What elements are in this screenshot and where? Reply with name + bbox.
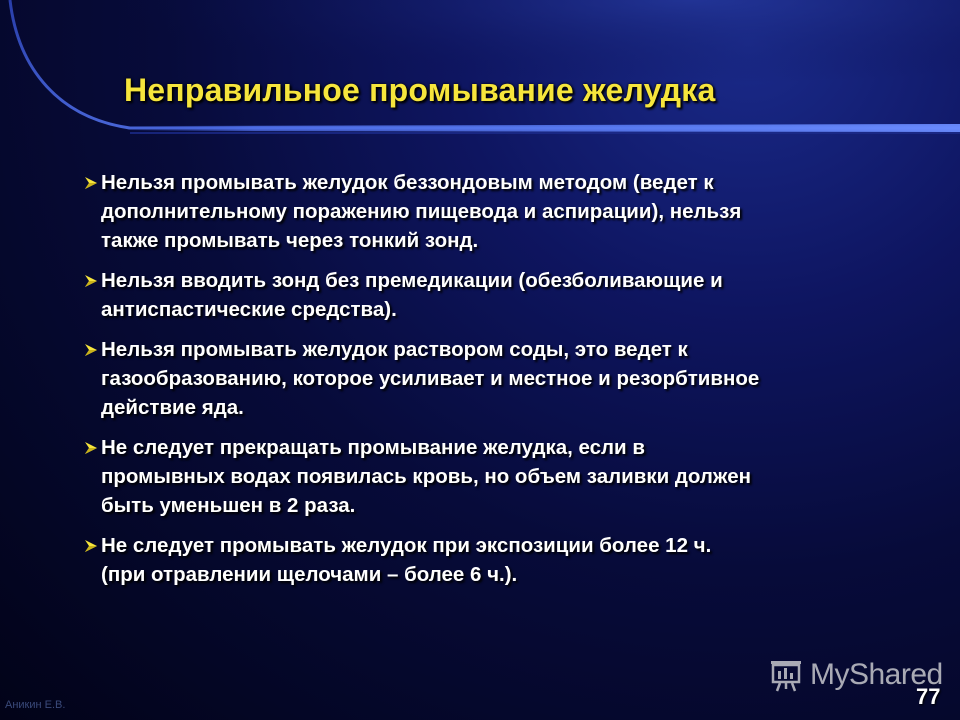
presentation-board-icon bbox=[768, 657, 804, 693]
page-title: Неправильное промывание желудка bbox=[124, 72, 716, 108]
arrow-bullet-icon bbox=[84, 344, 98, 356]
list-item-text: Не следует прекращать промывание желудка, если в промывных водах появилась кровь, но объем заливки должен быть уменьшен в 2 раза. bbox=[101, 436, 751, 517]
page-number: 77 bbox=[916, 684, 941, 709]
list-item bbox=[82, 168, 902, 255]
list-item bbox=[82, 433, 902, 520]
author-footer: Аникин Е.В. bbox=[5, 699, 66, 711]
list-item-text: Нельзя промывать желудок беззондовым методом (ведет к дополнительному поражению пищевода и аспирации), нельзя также промывать через тонкий зонд. bbox=[101, 171, 742, 252]
arrow-bullet-icon bbox=[84, 177, 98, 189]
arrow-bullet-icon bbox=[84, 442, 98, 454]
arrow-bullet-icon bbox=[84, 275, 98, 287]
watermark-label: MyShared bbox=[810, 658, 943, 691]
list-item-text: Нельзя промывать желудок раствором соды, это ведет к газообразованию, которое усиливает и местное и резорбтивное действие яда. bbox=[101, 338, 760, 419]
list-item-text: Не следует промывать желудок при экспозиции более 12 ч. (при отравлении щелочами – более 6 ч.). bbox=[101, 534, 712, 586]
list-item bbox=[82, 266, 902, 324]
list-item-text: Нельзя вводить зонд без премедикации (обезболивающие и антиспастические средства). bbox=[101, 269, 723, 321]
arrow-bullet-icon bbox=[84, 540, 98, 552]
list-item bbox=[82, 335, 902, 422]
list-item bbox=[82, 531, 902, 589]
bullet-list bbox=[82, 168, 902, 600]
